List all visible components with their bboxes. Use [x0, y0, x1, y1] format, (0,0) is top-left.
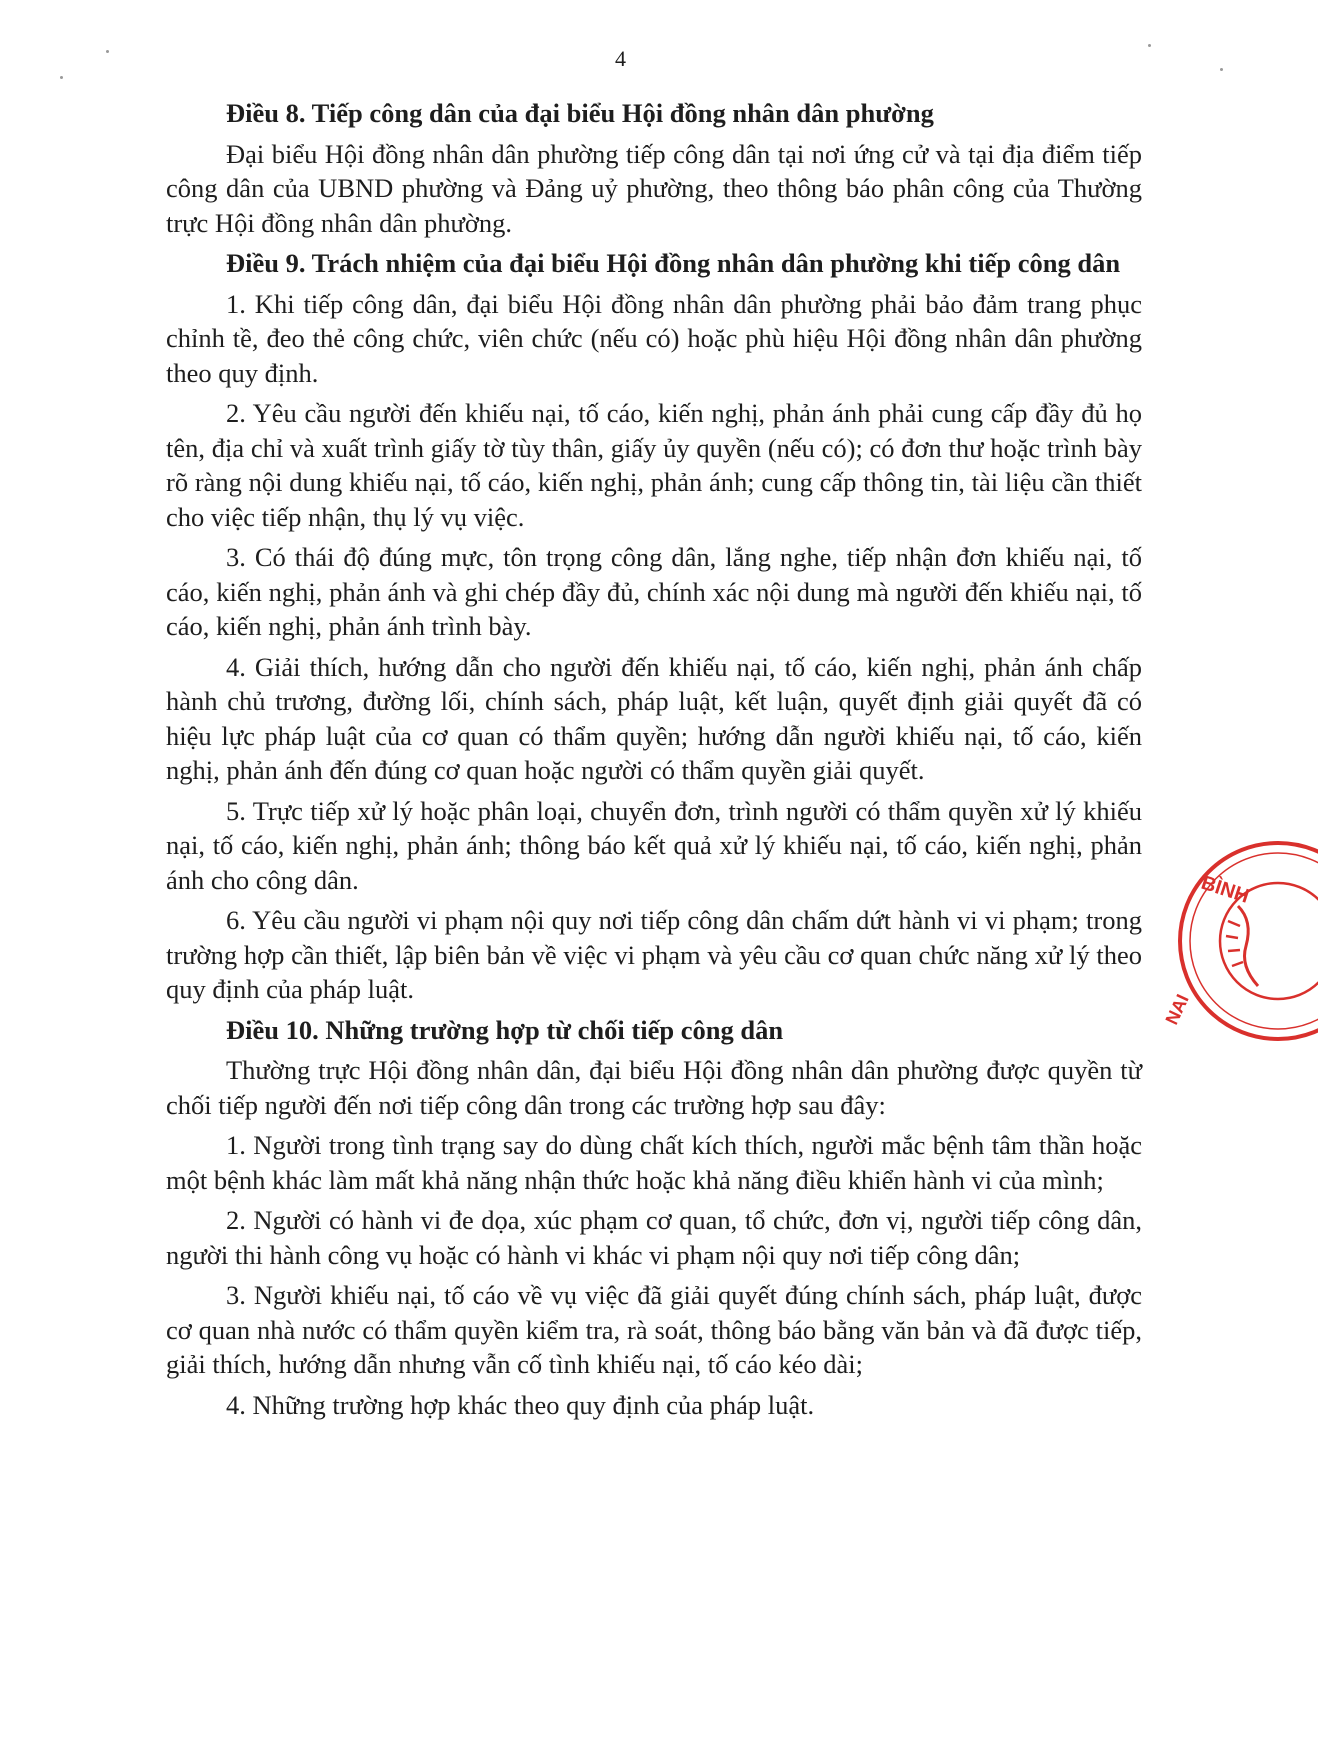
scan-speck [1148, 44, 1151, 47]
article-8-heading: Điều 8. Tiếp công dân của đại biểu Hội đồng nhân dân phường [226, 98, 934, 128]
article-10-clause-1: 1. Người trong tình trạng say do dùng chất kích thích, người mắc bệnh tâm thần hoặc một bệnh khác làm mất khả năng nhận thức hoặc khả năng điều khiển hành vi của mình; [166, 1130, 1142, 1195]
seal-text-bottom: NAI [1161, 991, 1193, 1028]
article-9-clause-1: 1. Khi tiếp công dân, đại biểu Hội đồng nhân dân phường phải bảo đảm trang phục chỉnh tề, đeo thẻ công chức, viên chức (nếu có) hoặc phù hiệu Hội đồng nhân dân phường theo quy định. [166, 288, 1142, 388]
seal-text-top: BÌNH [1198, 871, 1252, 908]
article-8-paragraph: Đại biểu Hội đồng nhân dân phường tiếp công dân tại nơi ứng cử và tại địa điểm tiếp công dân của UBND phường và Đảng uỷ phường, theo thông báo phân công của Thường trực Hội đồng nhân dân phường. [166, 138, 1142, 238]
scan-speck [106, 50, 109, 53]
scan-speck [60, 76, 63, 79]
document-body [166, 96, 1142, 1428]
scan-speck [1220, 68, 1223, 71]
article-10-heading: Điều 10. Những trường hợp từ chối tiếp công dân [226, 1014, 784, 1045]
article-9-heading: Điều 9. Trách nhiệm của đại biểu Hội đồng nhân dân phường khi tiếp công dân [226, 248, 1121, 278]
article-10-clause-2: 2. Người có hành vi đe dọa, xúc phạm cơ quan, tổ chức, đơn vị, người tiếp công dân, người thi hành công vụ hoặc có hành vi khác vi phạm nội quy nơi tiếp công dân; [166, 1205, 1142, 1270]
article-9-clause-6: 6. Yêu cầu người vi phạm nội quy nơi tiếp công dân chấm dứt hành vi vi phạm; trong trường hợp cần thiết, lập biên bản về việc vi phạm và yêu cầu cơ quan chức năng xử lý theo quy định của pháp luật. [166, 905, 1142, 1004]
article-9-clause-5: 5. Trực tiếp xử lý hoặc phân loại, chuyển đơn, trình người có thẩm quyền xử lý khiếu nại, tố cáo, kiến nghị, phản ánh; thông báo kết quả xử lý khiếu nại, tố cáo, kiến nghị, phản ánh cho công dân. [166, 795, 1142, 895]
article-10-intro: Thường trực Hội đồng nhân dân, đại biểu Hội đồng nhân dân phường được quyền từ chối tiếp người đến nơi tiếp công dân trong các trường hợp sau đây: [166, 1055, 1142, 1120]
article-9-clause-4: 4. Giải thích, hướng dẫn cho người đến khiếu nại, tố cáo, kiến nghị, phản ánh chấp hành chủ trương, đường lối, chính sách, pháp luật, kết luận, quyết định giải quyết đã có hiệu lực pháp luật của cơ quan có thẩm quyền; hướng dẫn người khiếu nại, tố cáo, kiến nghị, phản ánh đến đúng cơ quan hoặc người có thẩm quyền giải quyết. [166, 651, 1142, 785]
article-9-clause-3: 3. Có thái độ đúng mực, tôn trọng công dân, lắng nghe, tiếp nhận đơn khiếu nại, tố cáo, kiến nghị, phản ánh và ghi chép đầy đủ, chính xác nội dung mà người đến khiếu nại, tố cáo, kiến nghị, phản ánh trình bày. [166, 542, 1142, 641]
article-9-clause-2: 2. Yêu cầu người đến khiếu nại, tố cáo, kiến nghị, phản ánh phải cung cấp đầy đủ họ tên, địa chỉ và xuất trình giấy tờ tùy thân, giấy ủy quyền (nếu có); có đơn thư hoặc trình bày rõ ràng nội dung khiếu nại, tố cáo, kiến nghị, phản ánh; cung cấp thông tin, tài liệu cần thiết cho việc tiếp nhận, thụ lý vụ việc. [166, 398, 1142, 532]
page-number: 4 [615, 46, 626, 71]
article-10-clause-4: 4. Những trường hợp khác theo quy định của pháp luật. [226, 1389, 815, 1420]
article-10-clause-3: 3. Người khiếu nại, tố cáo về vụ việc đã giải quyết đúng chính sách, pháp luật, được cơ quan nhà nước có thẩm quyền kiểm tra, rà soát, thông báo bằng văn bản và đã được tiếp, giải thích, hướng dẫn nhưng vẫn cố tình khiếu nại, tố cáo kéo dài; [166, 1280, 1142, 1379]
official-seal-stamp [1161, 826, 1318, 1056]
